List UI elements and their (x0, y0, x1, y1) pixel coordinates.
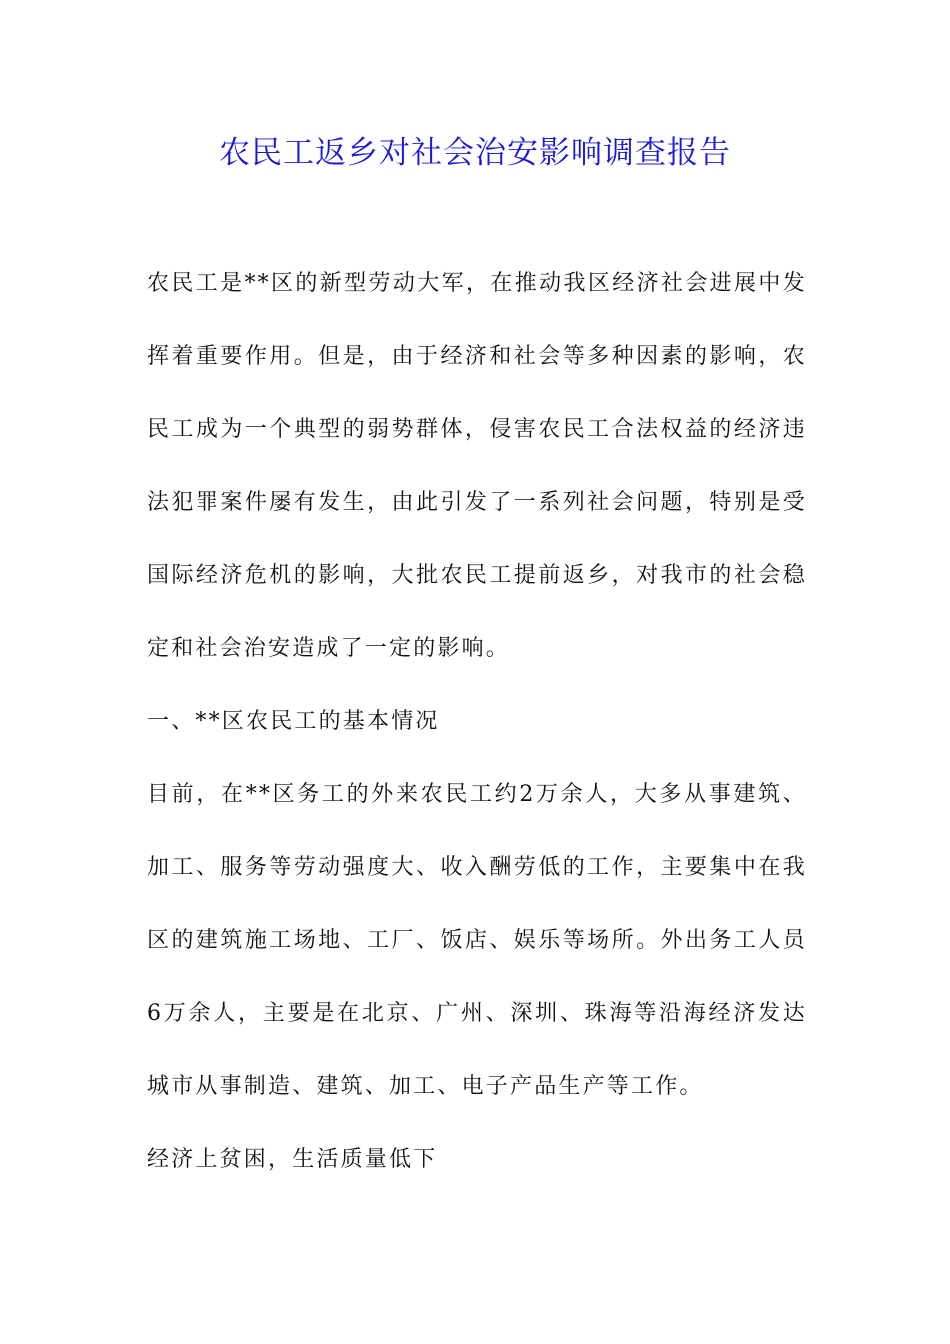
paragraph-line: 民工成为一个典型的弱势群体，侵害农民工合法权益的经济违 (147, 417, 807, 442)
subsection-heading: 经济上贫困，生活质量低下 (147, 1147, 438, 1172)
paragraph-line: 定和社会治安造成了一定的影响。 (147, 636, 511, 661)
paragraph-line: 目前，在**区务工的外来农民工约2万余人，大多从事建筑、 (147, 782, 807, 807)
paragraph-line: 城市从事制造、建筑、加工、电子产品生产等工作。 (147, 1074, 704, 1099)
document-title: 农民工返乡对社会治安影响调查报告 (219, 135, 731, 171)
paragraph-line: 国际经济危机的影响，大批农民工提前返乡，对我市的社会稳 (147, 563, 807, 588)
section-heading: 一、**区农民工的基本情况 (147, 709, 440, 734)
paragraph-line: 法犯罪案件屡有发生，由此引发了一系列社会问题，特别是受 (147, 490, 807, 515)
paragraph-line: 挥着重要作用。但是，由于经济和社会等多种因素的影响，农 (147, 344, 807, 369)
paragraph-line: 6万余人，主要是在北京、广州、深圳、珠海等沿海经济发达 (147, 1001, 807, 1026)
paragraph-line: 区的建筑施工场地、工厂、饭店、娱乐等场所。外出务工人员 (147, 928, 807, 953)
paragraph-line: 加工、服务等劳动强度大、收入酬劳低的工作，主要集中在我 (147, 855, 807, 880)
paragraph-line: 农民工是**区的新型劳动大军，在推动我区经济社会进展中发 (147, 271, 807, 296)
document-body (147, 266, 807, 1215)
